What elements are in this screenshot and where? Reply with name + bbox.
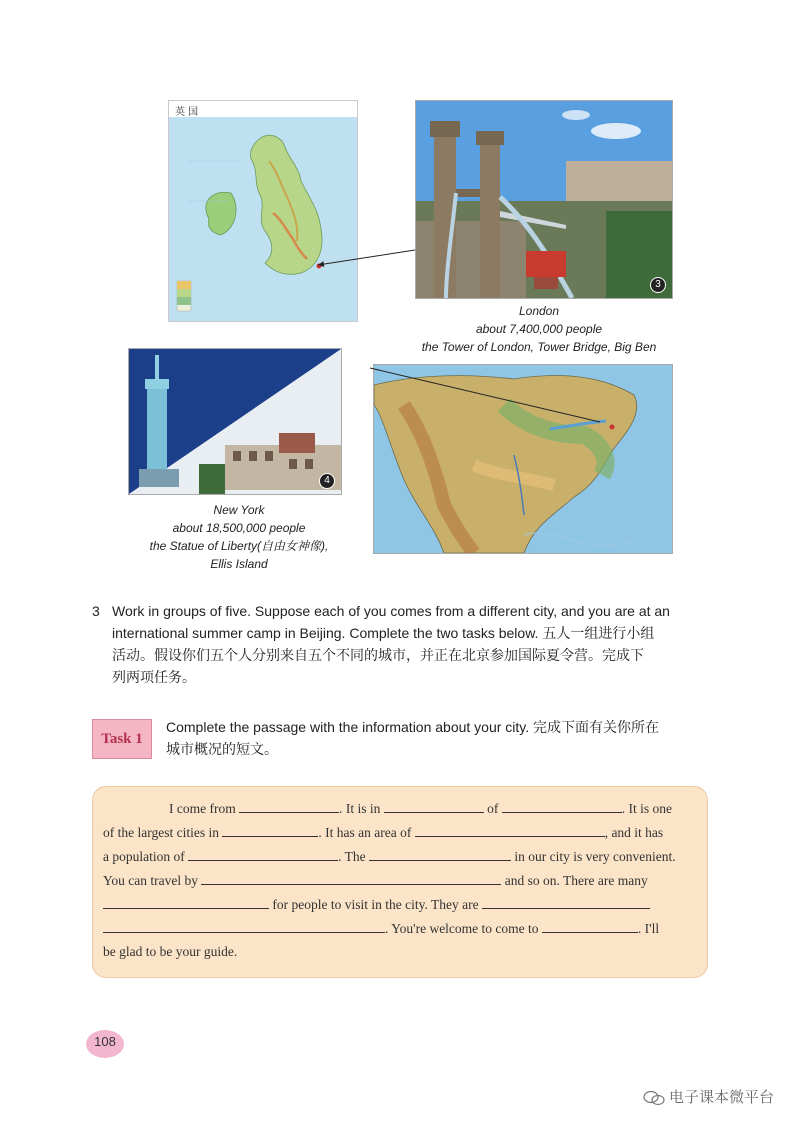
passage-text: I come from (169, 801, 236, 816)
passage-text: of (487, 801, 499, 816)
new-york-caption-sights: the Statue of Liberty(自由女神像), (149, 539, 329, 553)
passage-line-6 (103, 920, 697, 937)
london-photo-number: 3 (650, 277, 666, 293)
activity-number: 3 (92, 603, 100, 619)
blank-they-are[interactable] (482, 896, 650, 909)
passage-text: in our city is very convenient. (514, 849, 676, 864)
blank-places[interactable] (103, 896, 269, 909)
passage-text: for people to visit in the city. They are (272, 897, 479, 912)
blank-travel-by[interactable] (201, 872, 501, 885)
passage-text: and so on. There are many (504, 873, 648, 888)
uk-map-graphic (169, 101, 357, 321)
passage-text: . It is in (339, 801, 381, 816)
london-photo (415, 100, 673, 299)
uk-map (168, 100, 358, 322)
london-caption (404, 302, 674, 356)
passage-box (92, 786, 708, 978)
london-caption-sights: the Tower of London, Tower Bridge, Big Ben (421, 340, 657, 354)
london-caption-population: about 7,400,000 people (475, 322, 603, 336)
page-number: 108 (86, 1030, 124, 1058)
passage-text: . It has an area of (318, 825, 412, 840)
blank-population[interactable] (188, 848, 338, 861)
activity-line-1: Work in groups of five. Suppose each of you comes from a different city, and you are at an (112, 603, 670, 619)
passage-text: You can travel by (103, 873, 198, 888)
blank-country[interactable] (502, 800, 622, 813)
statue-of-liberty-image (129, 349, 341, 494)
north-america-map-graphic (374, 365, 672, 553)
passage-text: , and it has (604, 825, 664, 840)
watermark (643, 1086, 774, 1107)
activity-line-4: 列两项任务。 (112, 669, 196, 685)
new-york-photo (128, 348, 342, 495)
north-america-map (373, 364, 673, 554)
passage-text: a population of (103, 849, 185, 864)
new-york-caption-population: about 18,500,000 people (172, 521, 306, 535)
blank-area[interactable] (415, 824, 605, 837)
passage-line-1 (103, 800, 697, 817)
activity-line-3: 活动。假设你们五个人分别来自五个不同的城市，并正在北京参加国际夏令营。完成下 (112, 647, 644, 663)
passage-line-2 (103, 824, 697, 841)
passage-text: of the largest cities in (103, 825, 219, 840)
passage-line-5 (103, 896, 697, 913)
task-1-instructions (166, 716, 726, 760)
passage-line-7 (103, 944, 697, 960)
task-1-line-1: Complete the passage with the information about your city. 完成下面有关你所在 (166, 719, 660, 735)
passage-line-4 (103, 872, 697, 889)
passage-text: . You're welcome to come to (385, 921, 539, 936)
new-york-caption-city: New York (213, 503, 265, 517)
passage-text: . It is one (621, 801, 672, 816)
blank-welcome-to[interactable] (542, 920, 638, 933)
passage-text: . I'll (637, 921, 660, 936)
task-1-badge: Task 1 (92, 719, 152, 759)
passage-line-3 (103, 848, 697, 865)
blank-largest-cities-in[interactable] (222, 824, 318, 837)
task-1-line-2: 城市概况的短文。 (166, 741, 278, 757)
wechat-icon (643, 1090, 665, 1106)
blank-home-city[interactable] (239, 800, 339, 813)
blank-transport[interactable] (369, 848, 511, 861)
blank-region[interactable] (384, 800, 484, 813)
new-york-caption-sights-2: Ellis Island (210, 557, 268, 571)
new-york-caption (128, 501, 350, 573)
activity-line-2: international summer camp in Beijing. Complete the two tasks below. 五人一组进行小组 (112, 625, 655, 641)
uk-map-title: 英 国 (175, 107, 199, 118)
passage-text: . The (338, 849, 366, 864)
blank-sights-list[interactable] (103, 920, 385, 933)
passage-text: be glad to be your guide. (103, 944, 238, 959)
tower-bridge-image (416, 101, 672, 298)
new-york-photo-number: 4 (319, 473, 335, 489)
london-caption-city: London (518, 304, 560, 318)
watermark-text: 电子课本微平台 (668, 1088, 774, 1106)
activity-instructions (112, 600, 712, 688)
